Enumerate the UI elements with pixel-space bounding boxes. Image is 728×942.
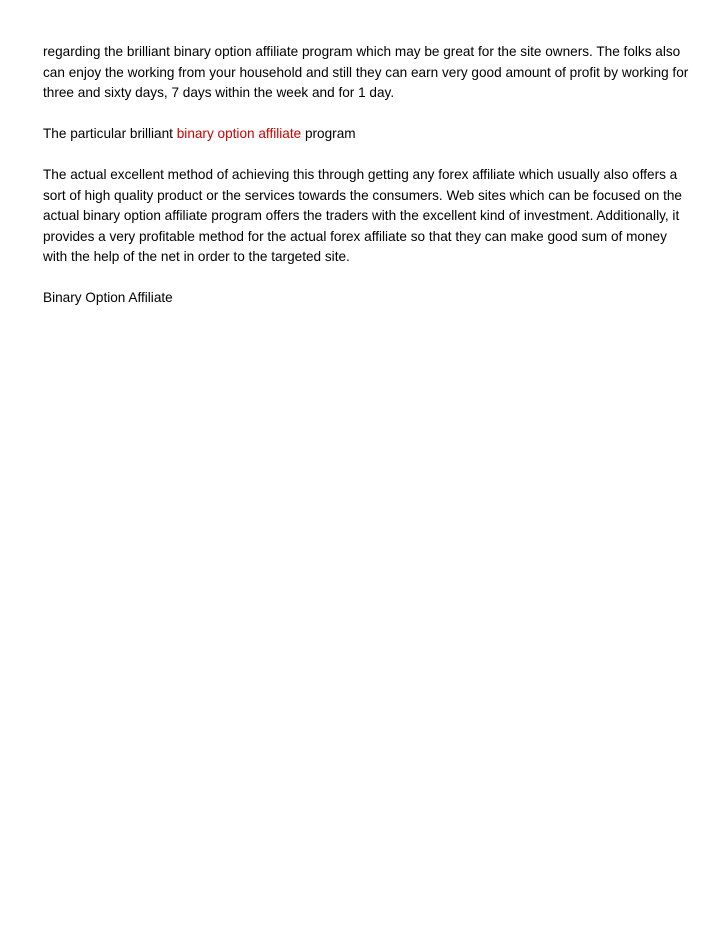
paragraph-program-suffix: program	[301, 126, 356, 141]
paragraph-program	[43, 124, 693, 145]
paragraph-method: The actual excellent method of achieving this through getting any forex affiliate which usually also offers a sort of high quality product or the services towards the consumers. Web sites which can be focused on the actual binary option affiliate program offers the traders with the excellent kind of investment. Additionally, it provides a very profitable method for the actual forex affiliate so that they can make good sum of money with the help of the net in order to the targeted site.	[43, 167, 682, 264]
binary-option-affiliate-link[interactable]: binary option affiliate	[176, 126, 302, 141]
paragraph-program-prefix: The particular brilliant	[43, 126, 177, 141]
paragraph-intro: regarding the brilliant binary option affiliate program which may be great for the site owners. The folks also can enjoy the working from your household and still they can earn very good amount of profit by working for three and sixty days, 7 days within the week and for 1 day.	[43, 44, 689, 100]
paragraph-closing-title: Binary Option Affiliate	[43, 290, 173, 305]
document-body	[43, 42, 693, 329]
